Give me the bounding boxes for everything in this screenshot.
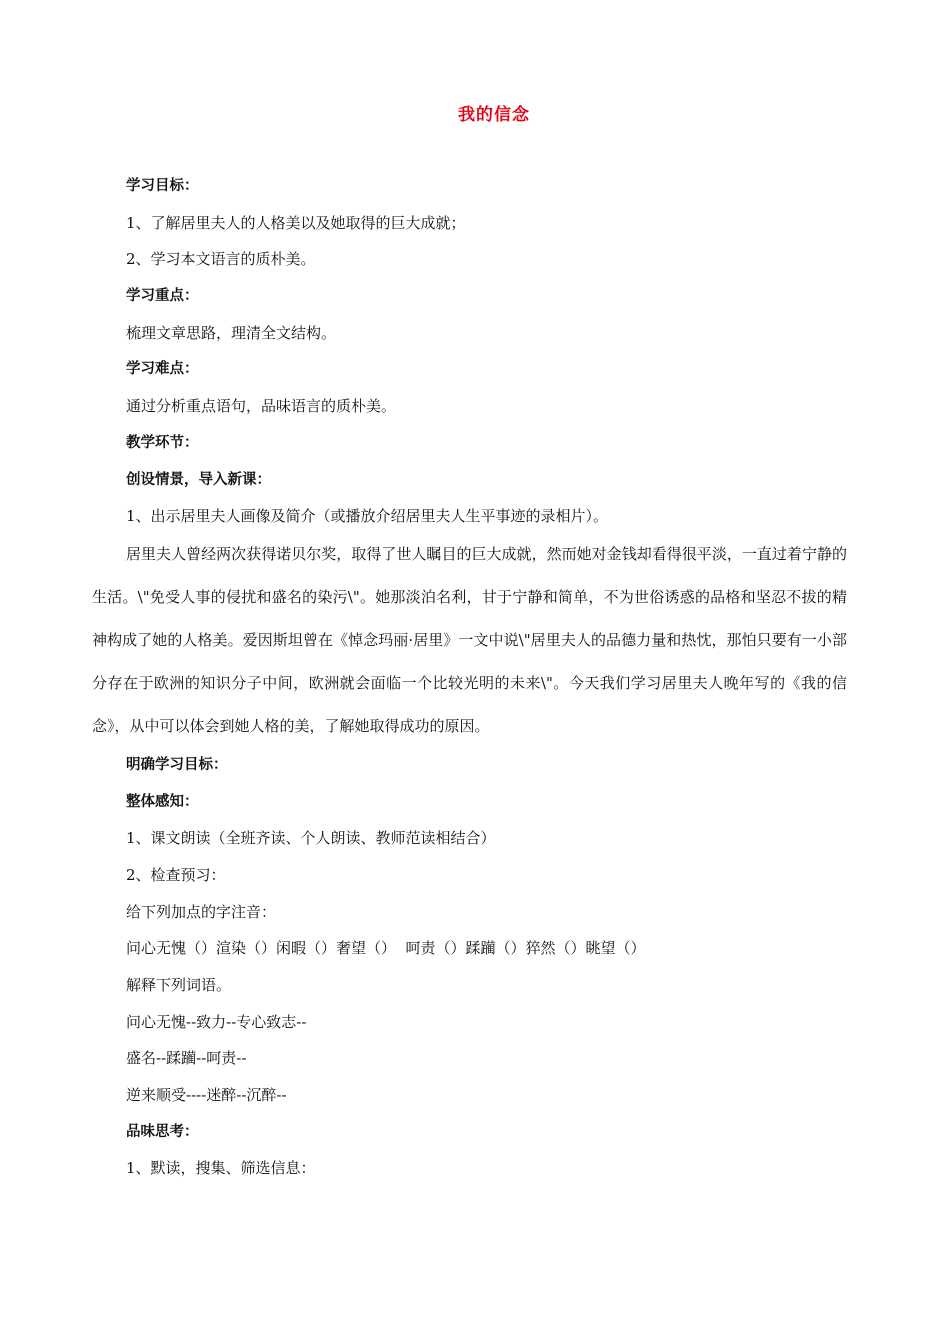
overall-heading: 整体感知： xyxy=(126,793,199,810)
goals-heading: 学习目标： xyxy=(126,178,199,194)
document-body xyxy=(92,172,856,1191)
intro-paragraph: 居里夫人曾经两次获得诺贝尔奖，取得了世人瞩目的巨大成就，然而她对金钱却看得很平淡，一直过着宁静的生活。\"免受人事的侵扰和盛名的染污\"。她那淡泊名利，甘于宁静和简单，不为世俗诱惑的品格和坚忍不拔的精神构成了她的人格美。爱因斯坦曾在《悼念玛丽·居里》一文中说\"居里夫人的品德力量和热忱，那怕只要有一小部分存在于欧洲的知识分子中间，欧洲就会面临一个比较光明的未来\"。今天我们学习居里夫人晚年写的《我的信念》，从中可以体会到她人格的美，了解她取得成功的原因。 xyxy=(92,544,847,735)
clear-goals-heading: 明确学习目标： xyxy=(126,756,228,773)
goal-item-1: 1、了解居里夫人的人格美以及她取得的巨大成就； xyxy=(126,213,466,232)
explain-line-1: 问心无愧--致力--专心致志-- xyxy=(126,1012,307,1031)
explain-prompt: 解释下列词语。 xyxy=(126,976,232,994)
difficulty-heading: 学习难点： xyxy=(126,361,199,378)
intro-item-1: 1、出示居里夫人画像及简介（或播放介绍居里夫人生平事迹的录相片）。 xyxy=(126,507,609,526)
pinyin-prompt: 给下列加点的字注音： xyxy=(126,902,277,921)
explain-line-2: 盛名--蹂躏--呵责-- xyxy=(126,1049,247,1068)
explain-line-3: 逆来顺受----迷醉--沉醉-- xyxy=(126,1086,287,1105)
savor-item-1: 1、默读，搜集、筛选信息： xyxy=(126,1159,316,1178)
page-title: 我的信念 xyxy=(458,105,530,125)
savor-heading: 品味思考： xyxy=(126,1123,199,1140)
steps-heading: 教学环节： xyxy=(126,434,199,451)
goal-item-2: 2、学习本文语言的质朴美。 xyxy=(126,250,316,269)
focus-heading: 学习重点： xyxy=(126,288,199,305)
focus-text: 梳理文章思路，理清全文结构。 xyxy=(126,323,337,342)
intro-heading: 创设情景，导入新课： xyxy=(126,471,271,488)
overall-item-1: 1、课文朗读（全班齐读、个人朗读、教师范读相结合） xyxy=(126,829,496,848)
overall-item-2: 2、检查预习： xyxy=(126,865,226,884)
pinyin-items: 问心无愧（）渲染（）闲暇（）奢望（） 呵责（）蹂躏（）猝然（）眺望（） xyxy=(126,939,646,958)
difficulty-text: 通过分析重点语句，品味语言的质朴美。 xyxy=(126,397,397,416)
